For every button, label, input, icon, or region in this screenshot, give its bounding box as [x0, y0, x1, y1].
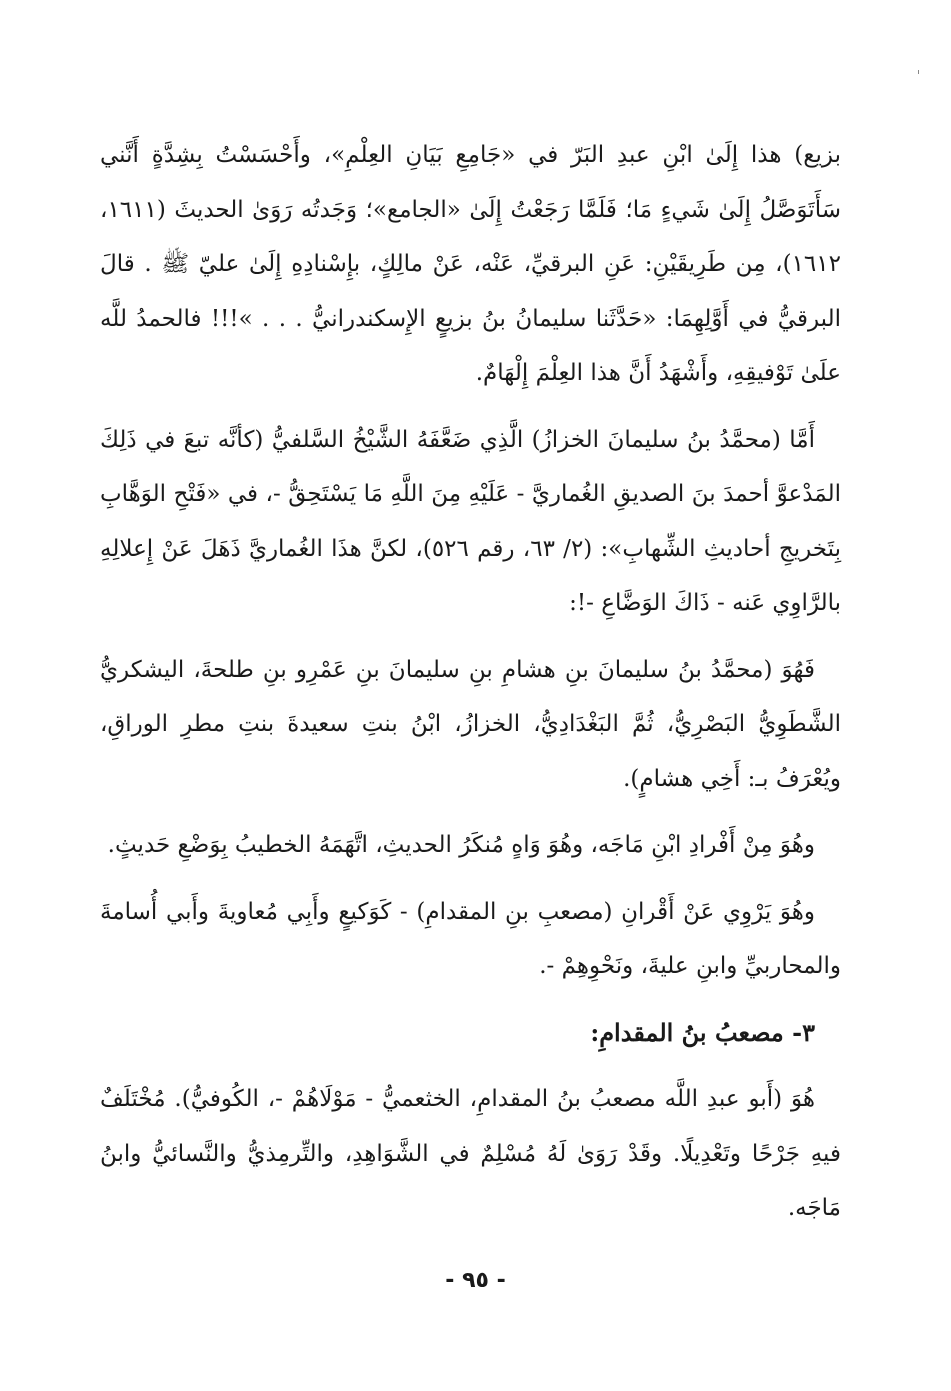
page-body: [100, 128, 841, 1248]
paragraph-6: هُوَ (أَبو عبدِ اللَّه مصعبُ بنُ المقدامِ، الخثعميُّ - مَوْلَاهُمْ -، الكُوفيُّ). مُخْتَلَفٌ فيهِ جَرْحًا وتَعْدِيلًا. وقَدْ رَوَىٰ لَهُ مُسْلِمٌ في الشَّوَاهِدِ، والتِّرمِذيُّ والنَّسائيُّ وابنُ مَاجَه.: [100, 1086, 841, 1221]
section-heading: ٣- مصعبُ بنُ المقدامِ:: [590, 1017, 815, 1047]
paragraph-1: بزيع) هذا إِلَىٰ ابْنِ عبدِ البَرّ في «جَامِعِ بَيَانِ العِلْمِ»، وأَحْسَسْتُ بِشِدَّةٍ أَنَّني سَأَتَوَصَّلُ إِلَىٰ شَيءٍ مَا؛ فَلَمَّا رَجَعْتُ إِلَىٰ «الجامع»؛ وَجَدتُه رَوَىٰ الحديثَ (١٦١١، ١٦١٢)، مِن طَرِيقَيْنِ: عَنِ البرقيِّ، عَنْه، عَنْ مالِكٍ، بإِسْنادِهِ إِلَىٰ عليّ ﷺ . قالَ البرقيُّ في أَوَّلِهِمَا: «حَدَّثَنا سليمانُ بنُ بزيعٍ الإِسكندرانيُّ . . . »!!! فالحمدُ للَّه علَىٰ تَوْفيقِهِ، وأَشْهَدُ أَنَّ هذا العِلْمَ إِلْهَامٌ.: [100, 142, 841, 386]
paragraph-5: وهُوَ يَرْوِي عَنْ أَقْرانِ (مصعبِ بنِ المقدامِ) - كَوَكيعٍ وأَبِي مُعاويةَ وأَبي أُسامةَ والمحاربيِّ وابنِ عليةَ، ونَحْوِهِمْ -.: [100, 898, 841, 979]
paragraph-3: فَهُوَ (محمَّدُ بنُ سليمانَ بنِ هشامِ بنِ سليمانَ بنِ عَمْرِو بنِ طلحةَ، اليشكريُّ الشَّطَوِيُّ البَصْرِيُّ، ثُمَّ البَغْدَادِيُّ، الخزازُ، ابْنُ بنتِ سعيدةَ بنتِ مطرِ الوراقِ، ويُعْرَفُ بـ: أَخِي هشامٍ).: [100, 656, 841, 792]
paragraph-4: وهُوَ مِنْ أَفْرادِ ابْنِ مَاجَه، وهُوَ وَاهٍ مُنكَرُ الحديثِ، اتَّهَمَهُ الخطيبُ بِوَضْعِ حَديثٍ.: [107, 832, 815, 858]
margin-mark: [918, 70, 919, 74]
page-number: - ٩٥ -: [445, 1268, 506, 1293]
paragraph-2: أَمَّا (محمَّدُ بنُ سليمانَ الخزازُ) الَّذِي ضَعَّفَهُ الشَّيْخُ السَّلفيُّ (كأنَّه تبعَ في ذَلِكَ المَدْعوَّ أحمدَ بنَ الصديقِ الغُماريَّ - عَلَيْهِ مِنَ اللَّهِ مَا يَسْتَحِقُّ -، في «فَتْحِ الوَهَّابِ بِتَخريجِ أحاديثِ الشِّهابِ»: (٢/ ٦٣، رقم ٥٢٦)، لكنَّ هذَا الغُماريَّ ذَهَلَ عَنْ إِعلالِهِ بالرَّاوِي عَنه - ذَاكَ الوَضَّاعِ -!:: [100, 426, 841, 616]
